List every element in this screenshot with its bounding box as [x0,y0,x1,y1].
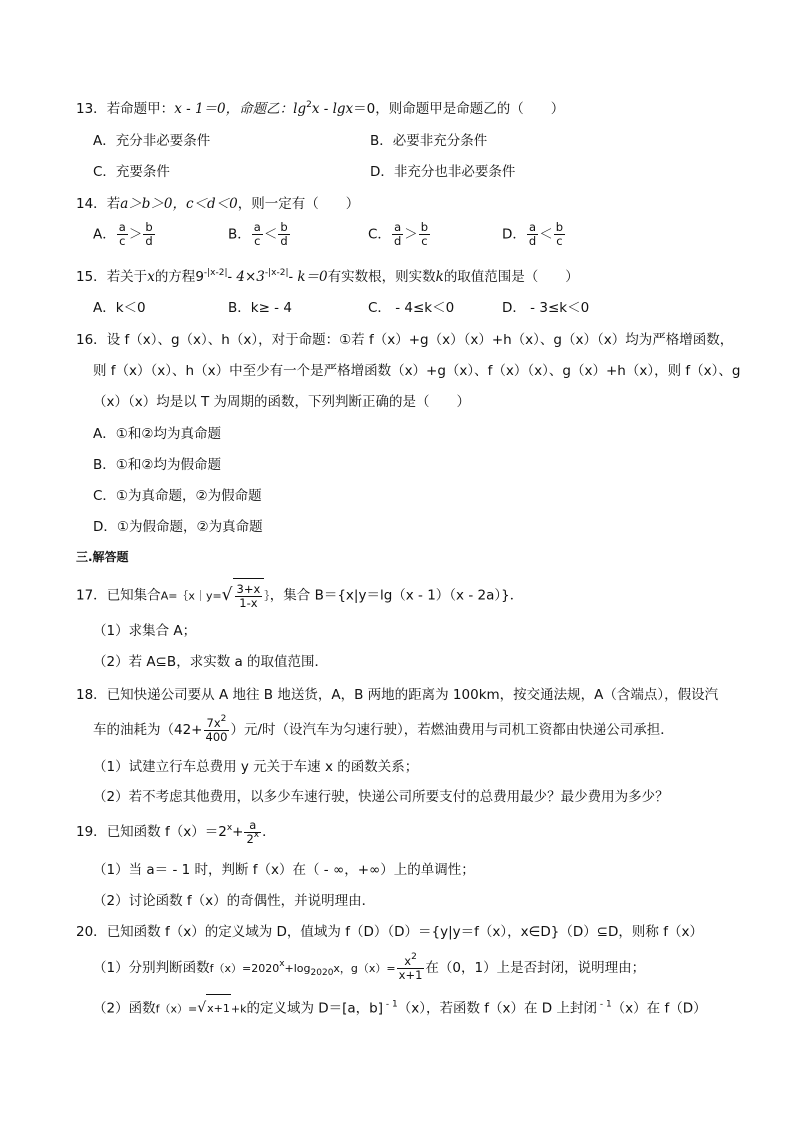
question-number: 18． [76,687,107,703]
option-16-c: C．①为真命题，②为假命题 [93,488,262,504]
option-13-a: A．充分非必要条件 [93,133,211,149]
section-heading: 三.解答题 [76,550,129,564]
fraction: $\frac{3+x}{1-x}$ [236,581,261,610]
question-19-part-1: （1）当 a＝ - 1 时，判断 f（x）在（ - ∞，+∞）上的单调性； [93,862,475,878]
option-14-a: A． $\frac{a}{c}$ ＞ $\frac{b}{d}$ [93,220,153,248]
fraction: $\frac{a}{c}$ [118,220,126,248]
question-16-stem-line2: 则 f（x）（x）、h（x）中至少有一个是严格增函数（x）+g（x）、f（x）（x）、g（x）+h（x），则 f（x）、g [93,363,741,379]
question-19-stem: 19．已知函数 $f(x)=2^x+$ $\frac{a}{2^x}$ ． [76,817,276,846]
fraction: $\frac{7x^2}{400}$ [205,713,228,744]
question-20-part-1: （1）分别判断函数$f(x)=2020^x+\log_{2020}x$，g（x）= $\frac{x^2}{x+1}$ 在（0，1）上是否封闭，说明理由； [93,951,646,982]
option-16-d: D．①为假命题，②为真命题 [93,519,263,535]
option-13-d: D．非充分也非必要条件 [370,164,516,180]
question-number: 19． [76,824,107,840]
question-16-stem-line1: 16．设 f（x）、g（x）、h（x），对于命题：①若 f（x）+g（x）（x）+h（x）、g（x）（x）均为严格增函数， [76,332,734,348]
fraction: $\frac{a}{2^x}$ [246,817,260,846]
question-17-stem: 17．已知集合A=｛x｜y=√ $\frac{3+x}{1-x}$ ｝，集合 B＝{x|y＝lg（x - 1）（x - 2a）}． [76,578,523,612]
question-number: 14． [76,196,107,212]
fraction: $\frac{b}{d}$ [280,220,288,248]
fraction: $\frac{x^2}{x+1}$ [398,951,423,982]
radical-sign-icon: √ [221,585,233,605]
option-15-c: C． - 4≤k＜0 [368,300,455,316]
option-15-a: A．k＜0 [93,300,146,316]
fraction: $\frac{b}{d}$ [145,220,153,248]
question-18-stem-line2: 车的油耗为（42+ $\frac{7x^2}{400}$ ）元/时（设汽车为匀速行驶），若燃油费用与司机工资都由快递公司承担． [93,713,674,744]
question-13-stem: 13．若命题甲：x - 1＝0，命题乙：$\lg^2x - \lg x=0$，则命题甲是命题乙的（ ） [76,100,565,117]
question-number: 17． [76,587,107,604]
fraction: $\frac{b}{c}$ [555,220,564,248]
question-number: 16． [76,332,107,348]
question-number: 20． [76,924,107,940]
question-14-stem: 14．若a＞b＞0，c＜d＜0，则一定有（ ） [76,196,360,212]
option-13-c: C．充要条件 [93,164,170,180]
option-13-b: B．必要非充分条件 [370,133,488,149]
question-15-stem: 15．若关于x的方程$9^{-|x-2|}-$ $4\times 3^{-|x-2|}-$ k＝0有实数根，则实数k的取值范围是（ ） [76,268,579,285]
square-root: √x+1 [197,994,231,1023]
option-16-a: A．①和②均为真命题 [93,426,221,442]
fraction: $\frac{a}{d}$ [528,220,537,248]
fraction: $\frac{a}{c}$ [253,220,261,248]
question-18-part-2: （2）若不考虑其他费用，以多少车速行驶，快递公司所要支付的总费用最少？最少费用为多少？ [93,789,669,805]
question-16-stem-line3: （x）（x）均是以 T 为周期的函数，下列判断正确的是（ ） [93,394,471,410]
question-number: 15． [76,269,107,285]
question-18-part-1: （1）试建立行车总费用 y 元关于车速 x 的函数关系； [93,759,419,775]
option-16-b: B．①和②均为假命题 [93,457,221,473]
question-19-part-2: （2）讨论函数 f（x）的奇偶性，并说明理由． [93,893,376,909]
square-root [222,578,265,613]
option-15-b: B．k≥ - 4 [228,300,292,316]
question-18-stem-line1: 18．已知快递公司要从 A 地往 B 地送货，A，B 两地的距离为 100km，按交通法规，A（含端点），假设汽 [76,687,719,703]
option-14-c: C． $\frac{a}{d}$ ＞ $\frac{b}{c}$ [368,220,429,248]
fraction: $\frac{a}{d}$ [393,220,402,248]
question-17-part-1: （1）求集合 A； [93,623,197,639]
option-14-d: D． $\frac{a}{d}$ ＜ $\frac{b}{c}$ [502,220,564,248]
question-20-stem: 20．已知函数 f（x）的定义域为 D，值域为 f（D）（D）＝{y|y＝f（x），x∈D}（D）⊆D，则称 f（x） [76,924,703,940]
question-20-part-2: （2）函数f（x）=√x+1+k的定义域为 D＝[a，b] $^{- 1}$（x），若函数 f（x）在 D 上封闭 $^{- 1}$（x）在 f（D） [93,994,707,1022]
fraction: $\frac{b}{c}$ [420,220,429,248]
question-17-part-2: （2）若 A⊆B，求实数 a 的取值范围． [93,654,329,670]
radical-sign-icon: √ [197,1000,207,1016]
option-14-b: B． $\frac{a}{c}$ ＜ $\frac{b}{d}$ [228,220,288,248]
option-15-d: D． - 3≤k＜0 [502,300,590,316]
question-number: 13． [76,101,107,117]
